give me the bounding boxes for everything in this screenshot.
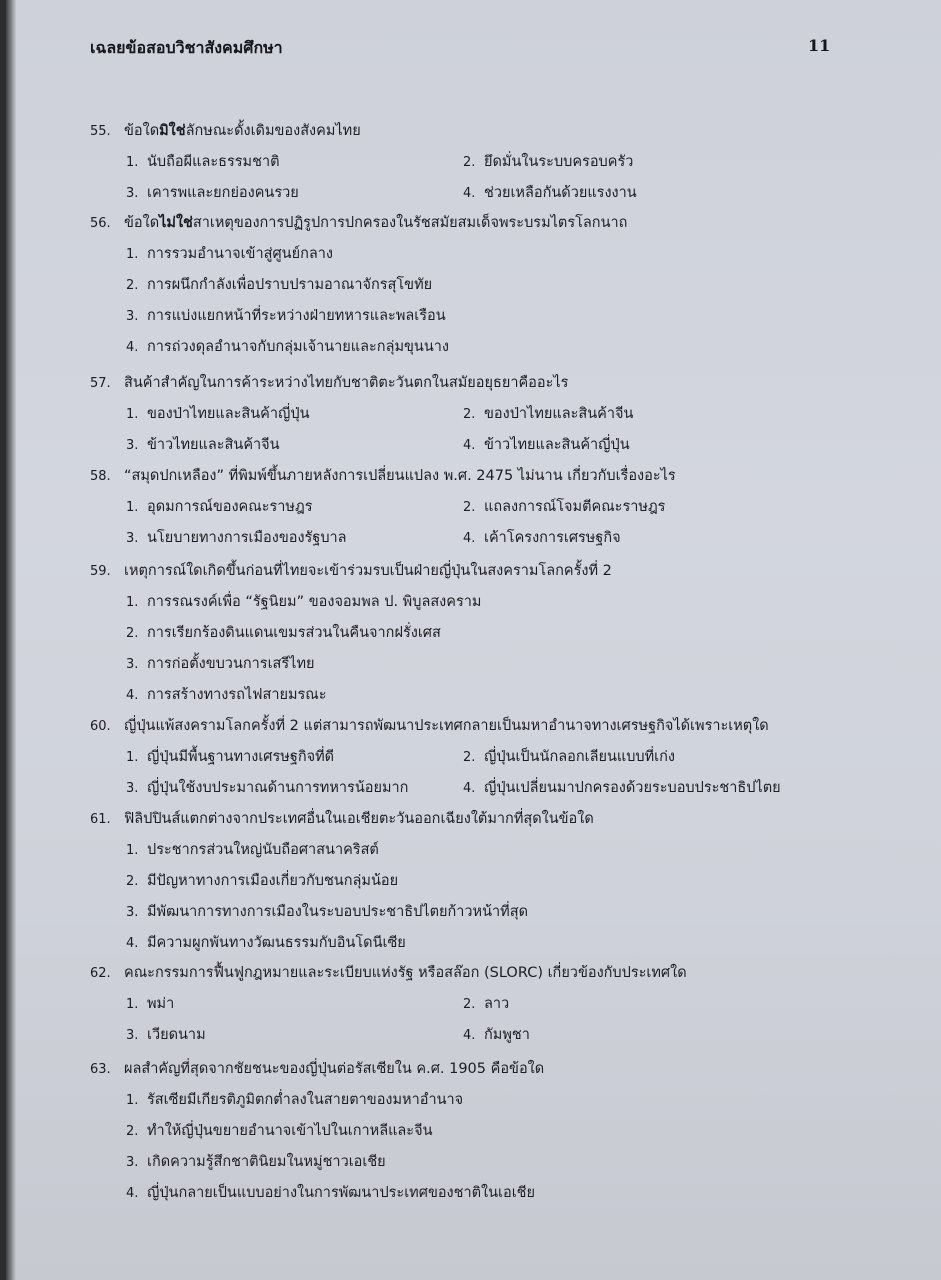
answer-option: [126, 933, 406, 954]
option-text: ประชากรส่วนใหญ่นับถือศาสนาคริสต์: [147, 842, 379, 858]
option-text: เค้าโครงการเศรษฐกิจ: [484, 530, 621, 546]
answer-option: [126, 902, 528, 923]
answer-option: [463, 528, 621, 549]
question-number: 59.: [90, 564, 111, 579]
option-text: การแบ่งแยกหน้าที่ระหว่างฝ่ายทหารและพลเรือน: [147, 308, 446, 324]
option-number: 4.: [126, 340, 139, 355]
option-text: แถลงการณ์โจมตีคณะราษฎร: [484, 499, 666, 515]
option-number: 1.: [126, 750, 139, 765]
answer-option: [126, 592, 481, 613]
question-stem: คณะกรรมการฟื้นฟูกฎหมายและระเบียบแห่งรัฐ หรือสล๊อก (SLORC) เกี่ยวข้องกับประเทศใด: [124, 965, 687, 981]
answer-option: [126, 1025, 206, 1046]
option-number: 3.: [126, 905, 139, 920]
answer-option: [126, 654, 315, 675]
option-number: 1.: [126, 500, 139, 515]
option-text: ญี่ปุ่นกลายเป็นแบบอย่างในการพัฒนาประเทศของชาติในเอเชีย: [147, 1185, 535, 1201]
option-number: 2.: [463, 155, 476, 170]
option-text: ยึดมั่นในระบบครอบครัว: [484, 154, 634, 170]
answer-option: [126, 1090, 463, 1111]
option-number: 2.: [463, 997, 476, 1012]
option-text: การรวมอำนาจเข้าสู่ศูนย์กลาง: [147, 246, 333, 262]
answer-option: [126, 183, 299, 204]
option-text: ข้าวไทยและสินค้าญี่ปุ่น: [484, 437, 630, 453]
option-text: การถ่วงดุลอำนาจกับกลุ่มเจ้านายและกลุ่มขุนนาง: [147, 339, 449, 355]
option-number: 3.: [126, 657, 139, 672]
answer-option: [463, 435, 630, 456]
option-text: นับถือผีและธรรมชาติ: [147, 154, 280, 170]
option-text: ญี่ปุ่นเปลี่ยนมาปกครองด้วยระบอบประชาธิปไตย: [484, 780, 781, 796]
answer-option: [126, 497, 313, 518]
option-text: ช่วยเหลือกันด้วยแรงงาน: [484, 185, 637, 201]
option-number: 4.: [126, 1186, 139, 1201]
option-number: 1.: [126, 247, 139, 262]
option-number: 3.: [126, 531, 139, 546]
question-text: [90, 121, 850, 142]
option-text: ข้าวไทยและสินค้าจีน: [147, 437, 280, 453]
option-number: 2.: [126, 1124, 139, 1139]
option-text: ทำให้ญี่ปุ่นขยายอำนาจเข้าไปในเกาหลีและจีน: [147, 1123, 433, 1139]
question-stem: ญี่ปุ่นแพ้สงครามโลกครั้งที่ 2 แต่สามารถพัฒนาประเทศกลายเป็นมหาอำนาจทางเศรษฐกิจได้เพราะเหตุใด: [124, 718, 769, 734]
option-number: 4.: [463, 781, 476, 796]
option-number: 3.: [126, 1155, 139, 1170]
question-stem-rest: สาเหตุของการปฏิรูปการปกครองในรัชสมัยสมเด็จพระบรมไตรโลกนาถ: [192, 215, 628, 231]
answer-option: [463, 183, 637, 204]
answer-option: [126, 994, 174, 1015]
answer-option: [126, 528, 347, 549]
answer-option: [126, 306, 446, 327]
option-text: มีความผูกพันทางวัฒนธรรมกับอินโดนีเซีย: [147, 935, 406, 951]
question-number: 58.: [90, 469, 111, 484]
option-number: 2.: [126, 874, 139, 889]
option-text: การรณรงค์เพื่อ “รัฐนิยม” ของจอมพล ป. พิบูลสงคราม: [147, 594, 482, 610]
answer-option: [126, 435, 280, 456]
question-stem: ฟิลิปปินส์แตกต่างจากประเทศอื่นในเอเชียตะวันออกเฉียงใต้มากที่สุดในข้อใด: [124, 811, 594, 827]
question-text: [90, 213, 850, 234]
option-text: ของป่าไทยและสินค้าญี่ปุ่น: [147, 406, 310, 422]
answer-option: [463, 404, 633, 425]
option-number: 3.: [126, 309, 139, 324]
question-number: 56.: [90, 216, 111, 231]
question-stem: เหตุการณ์ใดเกิดขึ้นก่อนที่ไทยจะเข้าร่วมรบเป็นฝ่ายญี่ปุ่นในสงครามโลกครั้งที่ 2: [124, 563, 612, 579]
option-number: 2.: [463, 750, 476, 765]
option-number: 1.: [126, 407, 139, 422]
option-number: 3.: [126, 186, 139, 201]
question-text: [90, 1059, 850, 1080]
question-number: 55.: [90, 124, 111, 139]
question-number: 57.: [90, 376, 111, 391]
answer-option: [126, 1121, 433, 1142]
option-number: 3.: [126, 781, 139, 796]
option-number: 1.: [126, 155, 139, 170]
option-text: ของป่าไทยและสินค้าจีน: [484, 406, 634, 422]
question-text: [90, 373, 850, 394]
page-binding-edge: [6, 0, 16, 1280]
option-text: มีพัฒนาการทางการเมืองในระบอบประชาธิปไตยก้าวหน้าที่สุด: [147, 904, 528, 920]
answer-option: [126, 871, 398, 892]
option-text: รัสเซียมีเกียรติภูมิตกต่ำลงในสายตาของมหาอำนาจ: [147, 1092, 464, 1108]
question-text: [90, 963, 850, 984]
question-stem: ข้อใด: [124, 123, 160, 139]
option-number: 2.: [463, 500, 476, 515]
option-number: 4.: [126, 936, 139, 951]
answer-option: [126, 152, 280, 173]
option-text: พม่า: [147, 996, 175, 1012]
answer-option: [126, 685, 327, 706]
header-title: เฉลยข้อสอบวิชาสังคมศึกษา: [90, 38, 283, 57]
option-number: 2.: [126, 278, 139, 293]
answer-option: [126, 1183, 535, 1204]
question-emphasis: มิใช่: [159, 123, 186, 139]
question-stem: ข้อใด: [124, 215, 160, 231]
question-stem: ผลสำคัญที่สุดจากชัยชนะของญี่ปุ่นต่อรัสเซียใน ค.ศ. 1905 คือข้อใด: [124, 1061, 545, 1077]
option-number: 2.: [126, 626, 139, 641]
question-stem-rest: ลักษณะดั้งเดิมของสังคมไทย: [185, 123, 361, 139]
option-text: ลาว: [484, 996, 510, 1012]
question-text: [90, 716, 850, 737]
option-text: กัมพูชา: [484, 1027, 530, 1043]
option-number: 4.: [463, 186, 476, 201]
question-number: 60.: [90, 719, 111, 734]
question-number: 62.: [90, 966, 111, 981]
answer-option: [463, 497, 665, 518]
answer-option: [463, 994, 509, 1015]
answer-option: [126, 747, 334, 768]
option-text: อุดมการณ์ของคณะราษฎร: [147, 499, 313, 515]
option-number: 1.: [126, 843, 139, 858]
answer-option: [126, 623, 441, 644]
question-emphasis: ไม่ใช่: [159, 215, 193, 231]
option-text: มีปัญหาทางการเมืองเกี่ยวกับชนกลุ่มน้อย: [147, 873, 399, 889]
option-text: เคารพและยกย่องคนรวย: [147, 185, 299, 201]
option-number: 4.: [126, 688, 139, 703]
option-text: การเรียกร้องดินแดนเขมรส่วนในคืนจากฝรั่งเศส: [147, 625, 441, 641]
answer-option: [126, 337, 449, 358]
option-text: เกิดความรู้สึกชาตินิยมในหมู่ชาวเอเชีย: [147, 1154, 386, 1170]
option-number: 3.: [126, 438, 139, 453]
option-text: การสร้างทางรถไฟสายมรณะ: [147, 687, 327, 703]
answer-option: [463, 152, 633, 173]
page-number: 11: [808, 36, 831, 55]
question-stem: “สมุดปกเหลือง” ที่พิมพ์ขึ้นภายหลังการเปลี่ยนแปลง พ.ศ. 2475 ไม่นาน เกี่ยวกับเรื่องอะไร: [124, 468, 676, 484]
answer-option: [463, 747, 675, 768]
answer-option: [463, 1025, 530, 1046]
option-text: เวียดนาม: [147, 1027, 206, 1043]
option-number: 4.: [463, 438, 476, 453]
option-number: 1.: [126, 595, 139, 610]
option-number: 4.: [463, 1028, 476, 1043]
answer-option: [126, 404, 310, 425]
answer-option: [126, 244, 333, 265]
option-number: 1.: [126, 997, 139, 1012]
question-stem: สินค้าสำคัญในการค้าระหว่างไทยกับชาติตะวันตกในสมัยอยุธยาคืออะไร: [124, 375, 569, 391]
question-text: [90, 561, 850, 582]
option-number: 3.: [126, 1028, 139, 1043]
option-text: ญี่ปุ่นเป็นนักลอกเลียนแบบที่เก่ง: [484, 749, 675, 765]
option-text: การผนึกกำลังเพื่อปราบปรามอาณาจักรสุโขทัย: [147, 277, 433, 293]
option-text: ญี่ปุ่นมีพื้นฐานทางเศรษฐกิจที่ดี: [147, 749, 335, 765]
document-page: [6, 0, 941, 1280]
answer-option: [126, 840, 379, 861]
answer-option: [126, 778, 408, 799]
answer-option: [126, 1152, 386, 1173]
option-number: 2.: [463, 407, 476, 422]
option-text: นโยบายทางการเมืองของรัฐบาล: [147, 530, 347, 546]
question-number: 61.: [90, 812, 111, 827]
answer-option: [463, 778, 781, 799]
option-number: 1.: [126, 1093, 139, 1108]
answer-option: [126, 275, 432, 296]
question-text: [90, 809, 850, 830]
option-text: ญี่ปุ่นใช้งบประมาณด้านการทหารน้อยมาก: [147, 780, 409, 796]
option-number: 4.: [463, 531, 476, 546]
question-number: 63.: [90, 1062, 111, 1077]
question-text: [90, 466, 850, 487]
option-text: การก่อตั้งขบวนการเสรีไทย: [147, 656, 315, 672]
